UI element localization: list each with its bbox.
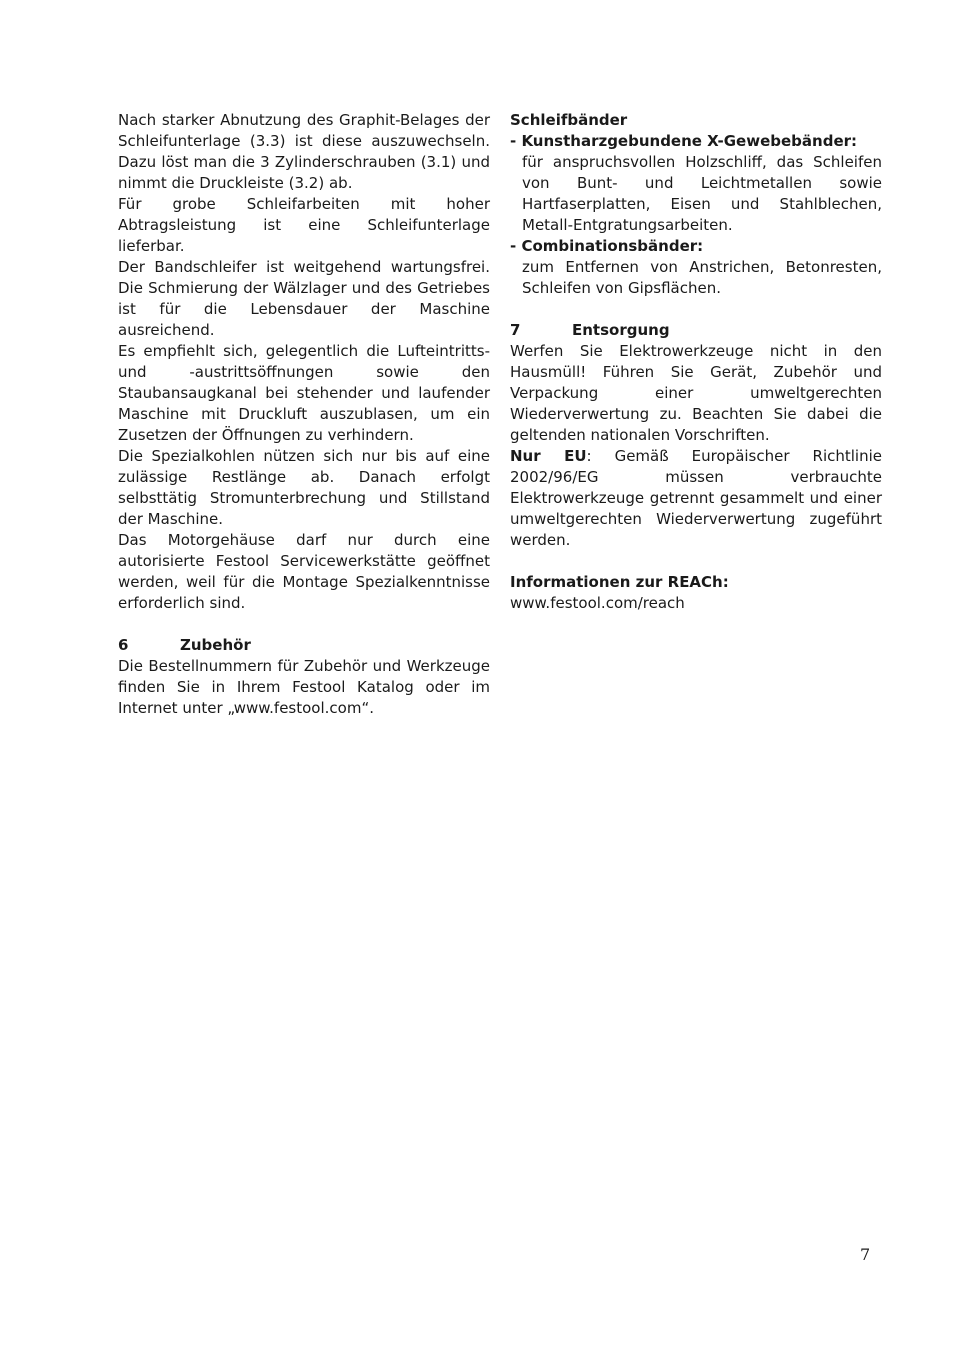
maintenance-paragraph-3: Der Bandschleifer ist weitgehend wartungsfrei. Die Schmierung der Wälzlager und des Getriebes ist für die Lebensdauer der Maschine ausreichend. — [118, 258, 490, 339]
list-item-text: zum Entfernen von Anstrichen, Betonresten, Schleifen von Gipsflächen. — [522, 258, 882, 297]
maintenance-paragraph-6: Das Motorgehäuse darf nur durch eine autorisierte Festool Servicewerkstätte geöffnet werden, weil für die Montage Spezialkenntnisse erforderlich sind. — [118, 531, 490, 612]
left-column — [118, 110, 490, 719]
section-7-number: 7 — [510, 321, 521, 339]
maintenance-paragraph-4: Es empfiehlt sich, gelegentlich die Lufteintritts- und -austrittsöffnungen sowie den Staubansaugkanal bei stehender und laufender Maschine mit Druckluft auszublasen, um ein Zusetzen der Öffnungen zu verhindern. — [118, 342, 490, 444]
list-item-text: für anspruchsvollen Holzschliff, das Schleifen von Bunt- und Leichtmetallen sowie Hartfaserplatten, Eisen und Stahlblechen, Metall-Entgratungsarbeiten. — [522, 153, 882, 234]
section-6-text: Die Bestellnummern für Zubehör und Werkzeuge finden Sie in Ihrem Festool Katalog oder im Internet unter „www.festool.com“. — [118, 657, 490, 717]
spacer — [118, 614, 490, 635]
reach-url: www.festool.com/reach — [510, 594, 685, 612]
maintenance-paragraph-5: Die Spezialkohlen nützen sich nur bis auf eine zulässige Restlänge ab. Danach erfolgt selbsttätig Stromunterbrechung und Stillstand der Maschine. — [118, 447, 490, 528]
maintenance-paragraph-1: Nach starker Abnutzung des Graphit-Belages der Schleifunterlage (3.3) ist diese auszuwechseln. Dazu löst man die 3 Zylinderschrauben (3.1) und nimmt die Druckleiste (3.2) ab. — [118, 111, 490, 192]
section-7-text: Werfen Sie Elektrowerkzeuge nicht in den Hausmüll! Führen Sie Gerät, Zubehör und Verpackung einer umweltgerechten Wiederverwertung zu. Beachten Sie dabei die geltenden nationalen Vorschriften. — [510, 342, 882, 444]
section-6-title: Zubehör — [180, 636, 251, 654]
list-item-title: - Combinationsbänder: — [510, 237, 704, 255]
page-number: 7 — [860, 1245, 871, 1264]
spacer — [510, 551, 882, 572]
section-6-heading — [118, 635, 490, 656]
section-6-number: 6 — [118, 636, 129, 654]
maintenance-paragraph-2: Für grobe Schleifarbeiten mit hoher Abtragsleistung ist eine Schleifunterlage lieferbar. — [118, 195, 490, 255]
schleifbaender-heading: Schleifbänder — [510, 111, 628, 129]
spacer — [510, 299, 882, 320]
reach-heading: Informationen zur REACh: — [510, 573, 729, 591]
list-item-title: - Kunstharzgebundene X-Gewebebänder: — [510, 132, 858, 150]
section-7-title: Entsorgung — [572, 321, 670, 339]
section-7-heading — [510, 320, 882, 341]
section-7-eu-paragraph — [510, 446, 882, 551]
eu-text: : Gemäß Europäischer Richtlinie 2002/96/EG müssen verbrauchte Elektrowerkzeuge getrennt gesammelt und einer umweltgerechten Wiederverwertung zugeführt werden. — [510, 447, 882, 549]
right-column — [510, 110, 882, 614]
eu-label: Nur EU — [510, 447, 587, 465]
